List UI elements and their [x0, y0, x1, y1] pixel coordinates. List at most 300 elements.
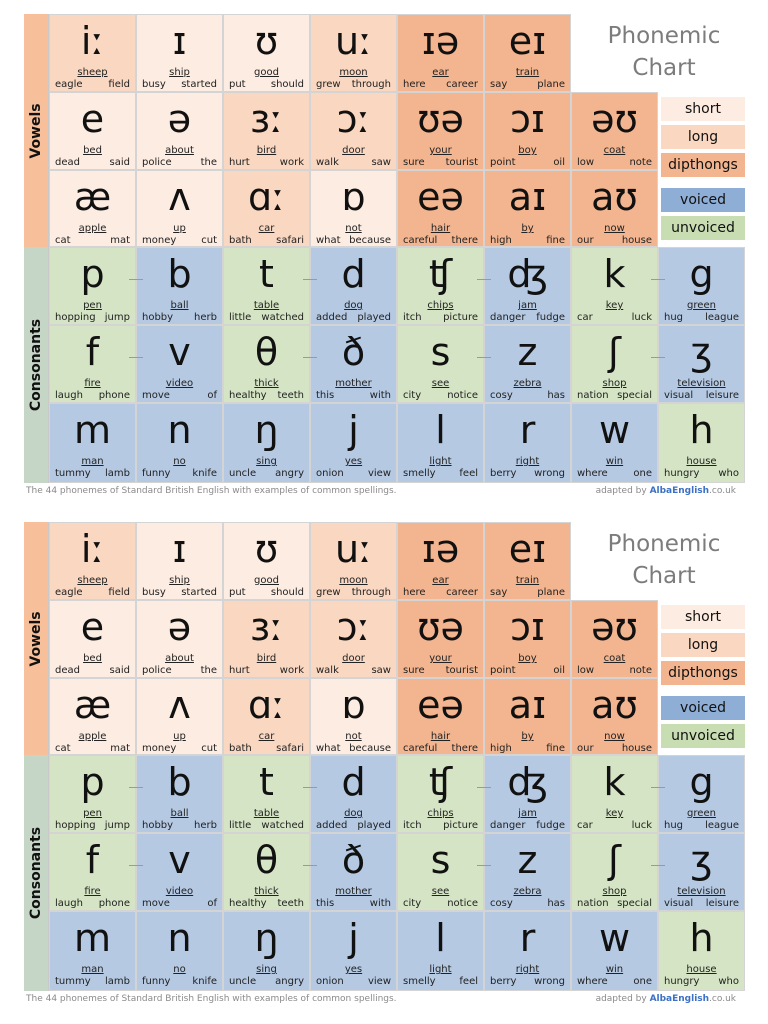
example-words: [577, 898, 652, 910]
example-word: walk: [316, 665, 339, 676]
example-word: sure: [403, 157, 425, 168]
example-words: [577, 820, 652, 832]
keyword: ear: [432, 67, 449, 78]
example-word: cosy: [490, 898, 513, 909]
example-words: [490, 976, 565, 988]
phoneme-cell: [136, 600, 223, 678]
example-words: [403, 390, 478, 402]
example-word: league: [705, 312, 739, 323]
phoneme-symbol: l: [435, 408, 446, 452]
example-words: [142, 390, 217, 402]
example-words: [490, 587, 565, 599]
example-words: [316, 898, 391, 910]
legend-voiced: voiced: [661, 188, 745, 212]
keyword: moon: [339, 67, 368, 78]
example-word: plane: [537, 79, 565, 90]
example-word: what: [316, 743, 341, 754]
example-word: eagle: [55, 79, 83, 90]
keyword: ball: [170, 808, 189, 819]
keyword: thick: [254, 886, 279, 897]
phoneme-cell: [571, 170, 658, 247]
phoneme-cell: [223, 678, 310, 755]
legend-voiced: voiced: [661, 696, 745, 720]
phoneme-symbol: f: [85, 330, 100, 374]
phoneme-cell: [571, 247, 658, 325]
example-words: [142, 587, 217, 599]
example-word: bath: [229, 235, 252, 246]
keyword: good: [254, 575, 279, 586]
phoneme-cell: [223, 522, 310, 600]
example-word: safari: [276, 235, 304, 246]
example-word: hug: [664, 312, 684, 323]
phoneme-symbol: eɪ: [508, 19, 547, 63]
phoneme-symbol: s: [430, 838, 451, 882]
example-word: note: [629, 665, 652, 676]
phoneme-cell: [49, 522, 136, 600]
example-words: [55, 587, 130, 599]
example-words: [142, 157, 217, 169]
phoneme-symbol: ɪə: [421, 19, 460, 63]
example-words: [142, 898, 217, 910]
keyword: up: [173, 731, 186, 742]
keyword: yes: [344, 456, 363, 467]
example-word: mat: [110, 743, 130, 754]
example-word: cat: [55, 743, 71, 754]
phoneme-cell: [223, 833, 310, 911]
credit-prefix: adapted by: [595, 486, 650, 496]
example-word: has: [547, 898, 565, 909]
phoneme-cell: [484, 92, 571, 170]
phoneme-symbol: ʌ: [168, 683, 191, 727]
example-words: [403, 743, 478, 755]
phoneme-symbol: ʃ: [608, 330, 621, 374]
example-word: low: [577, 157, 595, 168]
keyword: apple: [78, 731, 107, 742]
phoneme-cell: [223, 92, 310, 170]
phoneme-symbol: z: [517, 838, 538, 882]
phoneme-symbol: p: [80, 760, 105, 804]
phoneme-cell: [658, 755, 745, 833]
phoneme-cell: [49, 92, 136, 170]
phoneme-symbol: ɔɪ: [510, 97, 545, 141]
keyword: table: [253, 808, 280, 819]
example-word: hurt: [229, 157, 250, 168]
keyword: key: [605, 300, 624, 311]
example-word: lamb: [105, 976, 130, 987]
phoneme-cell: [484, 911, 571, 991]
phoneme-symbol: t: [259, 252, 274, 296]
example-word: wrong: [534, 468, 565, 479]
example-word: played: [357, 312, 391, 323]
phoneme-symbol: v: [168, 330, 191, 374]
example-word: what: [316, 235, 341, 246]
example-word: picture: [443, 312, 478, 323]
keyword: your: [429, 653, 452, 664]
phoneme-cell: [484, 755, 571, 833]
phoneme-symbol: aɪ: [508, 175, 547, 219]
example-words: [577, 390, 652, 402]
example-words: [55, 820, 130, 832]
phoneme-cell: [397, 325, 484, 403]
example-word: played: [357, 820, 391, 831]
keyword: see: [431, 886, 450, 897]
keyword: moon: [339, 575, 368, 586]
example-word: house: [621, 235, 652, 246]
example-word: work: [279, 157, 304, 168]
example-word: move: [142, 390, 170, 401]
phoneme-symbol: k: [603, 252, 626, 296]
example-words: [55, 665, 130, 677]
phoneme-cell: [484, 522, 571, 600]
example-word: tummy: [55, 468, 91, 479]
phoneme-symbol: aɪ: [508, 683, 547, 727]
legend-unvoiced: unvoiced: [661, 216, 745, 240]
example-word: has: [547, 390, 565, 401]
phoneme-symbol: p: [80, 252, 105, 296]
phoneme-symbol: ɪ: [172, 19, 187, 63]
example-words: [577, 743, 652, 755]
example-word: put: [229, 79, 246, 90]
keyword: by: [521, 223, 534, 234]
example-words: [490, 312, 565, 324]
example-word: itch: [403, 312, 422, 323]
example-words: [229, 587, 304, 599]
example-word: busy: [142, 79, 166, 90]
example-word: with: [369, 898, 391, 909]
phoneme-cell: [397, 678, 484, 755]
example-word: note: [629, 157, 652, 168]
example-word: there: [451, 743, 478, 754]
keyword: light: [429, 456, 452, 467]
keyword: television: [677, 378, 726, 389]
example-words: [490, 898, 565, 910]
example-word: career: [446, 587, 478, 598]
phoneme-cell: [484, 678, 571, 755]
phoneme-symbol: θ: [254, 330, 279, 374]
phoneme-cell: [223, 247, 310, 325]
example-words: [403, 976, 478, 988]
keyword: about: [165, 653, 194, 664]
example-word: hopping: [55, 820, 96, 831]
phoneme-symbol: l: [435, 916, 446, 960]
phoneme-symbol: ə: [167, 97, 192, 141]
chart-caption: The 44 phonemes of Standard British English with examples of common spellings.: [26, 994, 397, 1004]
legend-diphthongs: dipthongs: [661, 153, 745, 177]
example-word: through: [351, 79, 391, 90]
pair-connector: [477, 279, 491, 280]
example-word: fudge: [536, 312, 565, 323]
keyword: green: [687, 300, 716, 311]
phoneme-symbol: ʊ: [254, 19, 279, 63]
keyword: jam: [518, 300, 537, 311]
keyword: bird: [256, 653, 277, 664]
keyword: not: [345, 223, 362, 234]
example-word: watched: [261, 312, 304, 323]
example-words: [403, 898, 478, 910]
example-word: city: [403, 390, 422, 401]
example-words: [403, 157, 478, 169]
example-words: [142, 312, 217, 324]
keyword: boy: [518, 653, 537, 664]
phoneme-cell: [484, 325, 571, 403]
keyword: no: [173, 456, 186, 467]
phoneme-cell: [658, 325, 745, 403]
keyword: no: [173, 964, 186, 975]
example-words: [55, 79, 130, 91]
phoneme-symbol: ɔɪ: [510, 605, 545, 649]
example-word: busy: [142, 587, 166, 598]
phoneme-cell: [136, 522, 223, 600]
example-words: [403, 820, 478, 832]
phoneme-symbol: h: [689, 408, 714, 452]
example-words: [316, 312, 391, 324]
example-words: [403, 235, 478, 247]
phoneme-cell: [484, 14, 571, 92]
phoneme-cell: [310, 755, 397, 833]
phoneme-symbol: n: [167, 916, 192, 960]
phoneme-cell: [310, 678, 397, 755]
example-words: [490, 820, 565, 832]
example-word: teeth: [277, 898, 304, 909]
example-word: danger: [490, 312, 526, 323]
phoneme-symbol: aʊ: [591, 175, 638, 219]
example-word: league: [705, 820, 739, 831]
phoneme-cell: [658, 247, 745, 325]
phoneme-cell: [310, 92, 397, 170]
example-words: [229, 743, 304, 755]
keyword: train: [515, 67, 540, 78]
phoneme-cell: [136, 911, 223, 991]
phoneme-cell: [310, 14, 397, 92]
example-word: tourist: [445, 665, 478, 676]
keyword: green: [687, 808, 716, 819]
phoneme-symbol: ɪə: [421, 527, 460, 571]
example-word: leisure: [705, 390, 739, 401]
example-word: added: [316, 820, 348, 831]
example-word: angry: [275, 976, 304, 987]
phoneme-cell: [136, 403, 223, 483]
example-word: oil: [553, 665, 565, 676]
example-word: onion: [316, 976, 344, 987]
phoneme-cell: [658, 833, 745, 911]
example-word: view: [367, 976, 391, 987]
phoneme-symbol: eə: [417, 683, 464, 727]
phoneme-symbol: ʃ: [608, 838, 621, 882]
keyword: apple: [78, 223, 107, 234]
phoneme-cell: [136, 755, 223, 833]
example-word: added: [316, 312, 348, 323]
example-words: [229, 79, 304, 91]
example-word: there: [451, 235, 478, 246]
example-word: hobby: [142, 312, 174, 323]
example-word: jump: [104, 820, 130, 831]
phoneme-symbol: s: [430, 330, 451, 374]
phoneme-cell: [310, 911, 397, 991]
phoneme-symbol: m: [73, 408, 112, 452]
example-words: [229, 157, 304, 169]
example-words: [490, 468, 565, 480]
example-word: funny: [142, 976, 171, 987]
credit-brand: AlbaEnglish: [649, 994, 710, 1004]
pair-connector: [303, 357, 317, 358]
example-word: said: [109, 665, 130, 676]
phoneme-symbol: ɒ: [341, 175, 366, 219]
example-word: with: [369, 390, 391, 401]
example-word: tourist: [445, 157, 478, 168]
vowels-label: Vowels: [28, 102, 44, 159]
keyword: table: [253, 300, 280, 311]
example-words: [316, 390, 391, 402]
phoneme-symbol: ɑː: [248, 683, 285, 727]
example-word: here: [403, 587, 426, 598]
phoneme-cell: [310, 247, 397, 325]
example-word: house: [621, 743, 652, 754]
keyword: shop: [602, 886, 627, 897]
keyword: jam: [518, 808, 537, 819]
phoneme-symbol: j: [348, 916, 359, 960]
example-word: here: [403, 79, 426, 90]
chart-title: Phonemic Chart: [607, 23, 721, 81]
example-word: knife: [192, 468, 217, 479]
phoneme-cell: [397, 14, 484, 92]
example-word: of: [207, 390, 217, 401]
example-words: [403, 468, 478, 480]
example-word: city: [403, 898, 422, 909]
example-words: [229, 390, 304, 402]
example-word: herb: [194, 820, 217, 831]
phoneme-cell: [49, 911, 136, 991]
pair-connector: [651, 787, 665, 788]
example-words: [55, 976, 130, 988]
example-words: [316, 820, 391, 832]
phoneme-cell: [136, 170, 223, 247]
phoneme-symbol: j: [348, 408, 359, 452]
keyword: now: [604, 223, 625, 234]
keyword: shop: [602, 378, 627, 389]
example-words: [577, 468, 652, 480]
example-word: healthy: [229, 898, 267, 909]
consonants-label: Consonants: [28, 826, 44, 920]
example-word: sure: [403, 665, 425, 676]
keyword: chips: [427, 300, 454, 311]
example-words: [142, 743, 217, 755]
phoneme-cell: [49, 403, 136, 483]
example-word: where: [577, 976, 608, 987]
example-words: [55, 312, 130, 324]
example-word: uncle: [229, 976, 257, 987]
example-word: because: [349, 743, 391, 754]
example-word: oil: [553, 157, 565, 168]
example-word: through: [351, 587, 391, 598]
phoneme-symbol: aʊ: [591, 683, 638, 727]
example-words: [229, 976, 304, 988]
keyword: hair: [430, 731, 451, 742]
phoneme-symbol: ɔː: [336, 605, 371, 649]
keyword: hair: [430, 223, 451, 234]
credit-suffix: .co.uk: [709, 994, 736, 1004]
keyword: pen: [83, 808, 102, 819]
example-word: saw: [371, 157, 391, 168]
example-word: police: [142, 665, 172, 676]
example-word: hungry: [664, 468, 700, 479]
phoneme-symbol: iː: [80, 19, 105, 63]
phoneme-symbol: k: [603, 760, 626, 804]
phoneme-symbol: ŋ: [254, 916, 279, 960]
example-word: teeth: [277, 390, 304, 401]
pair-connector: [477, 787, 491, 788]
phoneme-cell: [136, 247, 223, 325]
example-word: high: [490, 743, 512, 754]
example-word: itch: [403, 820, 422, 831]
keyword: television: [677, 886, 726, 897]
legend-unvoiced: unvoiced: [661, 724, 745, 748]
phoneme-symbol: uː: [335, 19, 372, 63]
example-word: little: [229, 820, 252, 831]
example-word: started: [181, 79, 217, 90]
phoneme-symbol: ʌ: [168, 175, 191, 219]
phoneme-symbol: eɪ: [508, 527, 547, 571]
phoneme-cell: [397, 247, 484, 325]
phoneme-symbol: ɔː: [336, 97, 371, 141]
example-word: phone: [98, 390, 130, 401]
example-word: car: [577, 312, 593, 323]
phoneme-cell: [571, 755, 658, 833]
phoneme-symbol: ʧ: [428, 252, 453, 296]
example-words: [55, 157, 130, 169]
phoneme-symbol: g: [689, 252, 714, 296]
pair-connector: [129, 279, 143, 280]
phoneme-symbol: ŋ: [254, 408, 279, 452]
keyword: sing: [256, 456, 277, 467]
phoneme-symbol: ʒ: [690, 838, 713, 882]
example-words: [577, 312, 652, 324]
legend-long: long: [661, 633, 745, 657]
example-words: [664, 820, 739, 832]
phoneme-symbol: əʊ: [591, 605, 638, 649]
phoneme-cell: [310, 325, 397, 403]
phoneme-cell: [49, 600, 136, 678]
example-words: [316, 235, 391, 247]
example-word: eagle: [55, 587, 83, 598]
phoneme-symbol: b: [167, 252, 192, 296]
example-word: car: [577, 820, 593, 831]
example-word: cosy: [490, 390, 513, 401]
phoneme-cell: [136, 833, 223, 911]
phoneme-symbol: d: [341, 252, 366, 296]
keyword: house: [686, 964, 717, 975]
phoneme-symbol: n: [167, 408, 192, 452]
example-word: cat: [55, 235, 71, 246]
chart-title: Phonemic Chart: [607, 531, 721, 589]
example-words: [142, 468, 217, 480]
example-word: put: [229, 587, 246, 598]
example-word: the: [200, 665, 217, 676]
example-word: dead: [55, 665, 80, 676]
legend-short: short: [661, 605, 745, 629]
phoneme-cell: [397, 403, 484, 483]
example-word: of: [207, 898, 217, 909]
pair-connector: [303, 787, 317, 788]
example-word: one: [633, 976, 652, 987]
example-words: [664, 312, 739, 324]
example-word: hurt: [229, 665, 250, 676]
example-words: [142, 820, 217, 832]
example-word: walk: [316, 157, 339, 168]
example-words: [664, 898, 739, 910]
phoneme-symbol: ɜː: [249, 97, 283, 141]
example-word: tummy: [55, 976, 91, 987]
phoneme-cell: [223, 403, 310, 483]
